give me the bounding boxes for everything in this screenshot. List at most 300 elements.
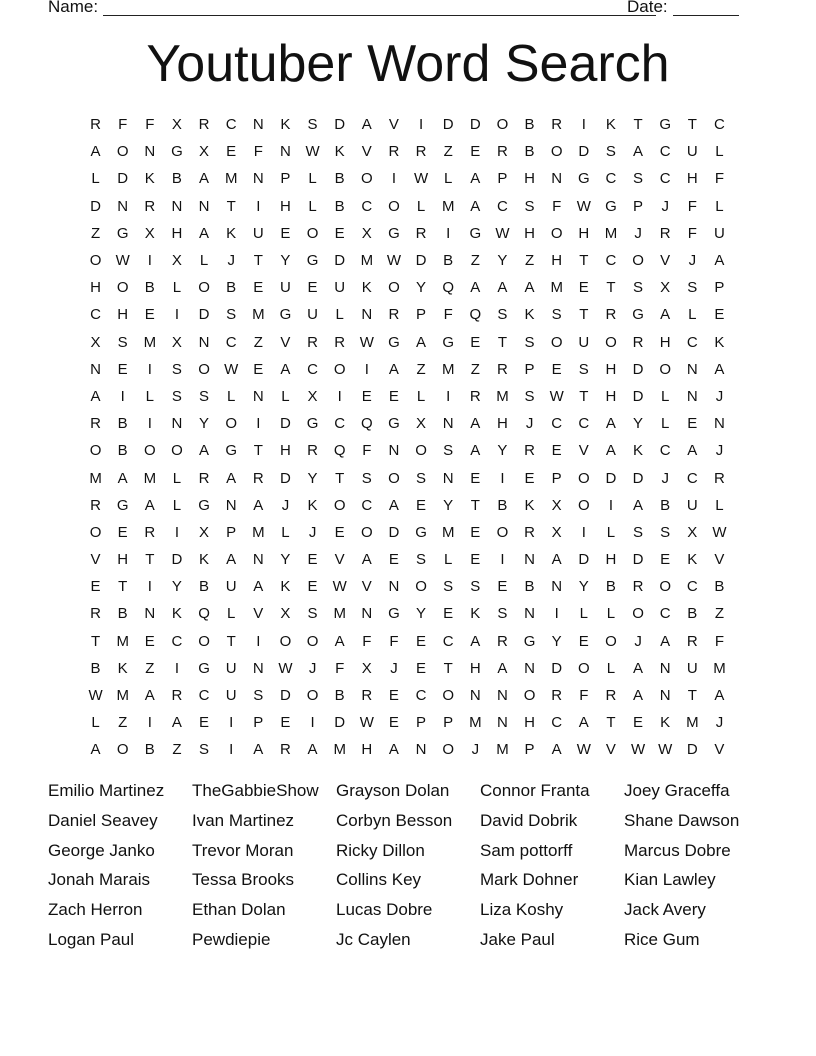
- grid-letter: P: [443, 714, 454, 732]
- grid-letter: E: [117, 523, 128, 541]
- grid-letter: H: [497, 415, 508, 433]
- grid-letter: E: [117, 360, 128, 378]
- grid-letter: K: [687, 551, 698, 569]
- grid-letter: J: [715, 442, 724, 460]
- grid-letter: O: [577, 496, 590, 514]
- grid-letter: A: [253, 741, 264, 759]
- grid-letter: K: [171, 605, 182, 623]
- grid-letter: E: [199, 714, 210, 732]
- grid-letter: T: [253, 252, 263, 270]
- grid-letter: F: [714, 170, 725, 188]
- grid-letter: A: [633, 659, 644, 677]
- grid-letter: N: [714, 415, 725, 433]
- grid-row: [82, 709, 733, 736]
- grid-letter: C: [659, 442, 671, 460]
- grid-letter: Y: [443, 496, 454, 514]
- grid-letter: E: [388, 551, 399, 569]
- grid-letter: F: [389, 632, 399, 650]
- grid-letter: V: [253, 605, 264, 623]
- word-list-item: Marcus Dobre: [624, 840, 731, 860]
- grid-letter: J: [281, 496, 290, 514]
- grid-letter: Y: [633, 415, 644, 433]
- grid-letter: W: [305, 143, 320, 161]
- grid-letter: U: [686, 143, 698, 161]
- grid-letter: I: [147, 578, 152, 596]
- grid-letter: A: [470, 442, 481, 460]
- grid-letter: Y: [497, 442, 508, 460]
- grid-letter: A: [633, 687, 644, 705]
- grid-letter: I: [120, 387, 125, 405]
- grid-letter: Y: [416, 605, 427, 623]
- grid-letter: K: [117, 659, 128, 677]
- grid-letter: L: [606, 605, 616, 623]
- grid-letter: Y: [578, 578, 589, 596]
- grid-letter: S: [660, 523, 671, 541]
- grid-letter: C: [442, 632, 454, 650]
- grid-letter: G: [306, 415, 319, 433]
- grid-letter: N: [225, 496, 237, 514]
- grid-letter: O: [550, 224, 563, 242]
- grid-letter: R: [497, 143, 508, 161]
- grid-letter: O: [333, 360, 346, 378]
- word-list-item: Tessa Brooks: [192, 870, 295, 890]
- grid-letter: L: [715, 496, 724, 514]
- grid-letter: F: [253, 143, 263, 161]
- grid-letter: Z: [470, 360, 480, 378]
- grid-letter: G: [632, 306, 644, 324]
- grid-letter: F: [145, 116, 155, 134]
- grid-row: [82, 111, 733, 138]
- grid-letter: N: [252, 551, 264, 569]
- grid-letter: V: [90, 551, 101, 569]
- grid-letter: U: [225, 687, 237, 705]
- grid-letter: S: [470, 578, 481, 596]
- grid-row: [82, 600, 733, 627]
- grid-letter: A: [253, 496, 264, 514]
- grid-letter: R: [632, 333, 644, 351]
- grid-letter: D: [280, 415, 291, 433]
- grid-letter: W: [712, 523, 727, 541]
- grid-letter: F: [362, 632, 372, 650]
- word-list-item: Daniel Seavey: [48, 810, 158, 830]
- grid-letter: X: [687, 523, 698, 541]
- grid-letter: N: [524, 659, 535, 677]
- grid-letter: A: [687, 442, 698, 460]
- grid-letter: B: [117, 442, 128, 460]
- grid-letter: E: [470, 469, 481, 487]
- grid-letter: C: [659, 143, 671, 161]
- grid-letter: O: [415, 442, 427, 460]
- grid-letter: L: [308, 197, 317, 215]
- grid-letter: S: [361, 469, 372, 487]
- grid-letter: E: [416, 632, 427, 650]
- grid-letter: C: [551, 714, 563, 732]
- grid-letter: W: [630, 741, 646, 759]
- grid-row: [82, 329, 733, 356]
- grid-letter: M: [441, 360, 455, 378]
- grid-letter: N: [388, 578, 400, 596]
- grid-letter: N: [252, 659, 264, 677]
- grid-letter: I: [147, 415, 152, 433]
- grid-letter: B: [605, 578, 616, 596]
- grid-letter: E: [497, 578, 508, 596]
- grid-letter: B: [524, 116, 535, 134]
- grid-letter: Z: [145, 659, 155, 677]
- grid-letter: B: [144, 279, 155, 297]
- grid-letter: G: [388, 415, 400, 433]
- name-field-line[interactable]: [103, 0, 656, 16]
- grid-letter: H: [551, 252, 563, 270]
- grid-letter: D: [198, 306, 210, 324]
- grid-letter: G: [388, 333, 400, 351]
- grid-letter: M: [441, 523, 455, 541]
- grid-letter: V: [714, 551, 725, 569]
- word-list-item: Jack Avery: [624, 900, 706, 920]
- grid-letter: O: [279, 632, 292, 650]
- grid-letter: C: [225, 116, 237, 134]
- grid-letter: A: [470, 170, 481, 188]
- grid-letter: R: [280, 741, 291, 759]
- grid-letter: O: [632, 605, 644, 623]
- grid-letter: A: [171, 714, 182, 732]
- grid-letter: L: [606, 659, 616, 677]
- grid-letter: K: [280, 578, 291, 596]
- grid-letter: I: [174, 523, 180, 541]
- grid-letter: E: [388, 387, 399, 405]
- grid-letter: K: [307, 496, 318, 514]
- grid-letter: B: [90, 659, 101, 677]
- grid-letter: T: [606, 714, 616, 732]
- grid-letter: Z: [172, 741, 182, 759]
- grid-letter: E: [470, 333, 481, 351]
- grid-letter: L: [281, 523, 290, 541]
- grid-letter: N: [524, 605, 535, 623]
- grid-letter: G: [198, 496, 210, 514]
- grid-row: [82, 655, 733, 682]
- grid-letter: L: [715, 143, 724, 161]
- grid-letter: S: [199, 387, 210, 405]
- word-list: [48, 776, 768, 955]
- grid-row: [82, 165, 733, 192]
- grid-letter: U: [280, 279, 291, 297]
- grid-letter: F: [552, 197, 562, 215]
- grid-letter: A: [633, 143, 644, 161]
- grid-letter: K: [524, 496, 535, 514]
- grid-letter: W: [658, 741, 673, 759]
- grid-letter: M: [360, 252, 374, 270]
- grid-letter: V: [660, 252, 671, 270]
- grid-letter: A: [551, 741, 562, 759]
- grid-letter: I: [229, 741, 234, 759]
- grid-letter: S: [226, 306, 237, 324]
- grid-letter: K: [714, 333, 725, 351]
- grid-letter: H: [117, 551, 129, 569]
- grid-letter: F: [362, 442, 372, 460]
- grid-letter: E: [280, 224, 291, 242]
- grid-letter: H: [605, 387, 617, 405]
- grid-row: [82, 736, 733, 763]
- grid-letter: C: [198, 687, 210, 705]
- grid-letter: Y: [497, 252, 508, 270]
- grid-letter: N: [252, 387, 264, 405]
- grid-letter: J: [661, 469, 669, 487]
- grid-letter: S: [578, 360, 589, 378]
- grid-letter: E: [307, 551, 318, 569]
- grid-letter: T: [145, 551, 155, 569]
- grid-letter: N: [117, 197, 129, 215]
- grid-letter: A: [714, 687, 725, 705]
- grid-letter: C: [497, 197, 508, 215]
- grid-letter: O: [171, 442, 183, 460]
- grid-letter: O: [496, 116, 509, 134]
- grid-letter: A: [361, 116, 372, 134]
- letter-grid: [82, 111, 733, 764]
- grid-letter: P: [416, 306, 427, 324]
- grid-letter: T: [579, 387, 589, 405]
- grid-letter: O: [388, 197, 400, 215]
- grid-letter: O: [333, 496, 346, 514]
- grid-letter: A: [470, 197, 481, 215]
- grid-letter: E: [578, 279, 589, 297]
- grid-letter: A: [605, 442, 616, 460]
- grid-letter: O: [632, 252, 644, 270]
- grid-letter: M: [496, 387, 509, 405]
- grid-letter: X: [551, 496, 562, 514]
- grid-letter: R: [605, 306, 617, 324]
- grid-letter: I: [364, 360, 369, 378]
- grid-letter: W: [413, 170, 429, 188]
- grid-letter: B: [334, 170, 345, 188]
- grid-letter: G: [388, 224, 400, 242]
- grid-letter: M: [116, 632, 129, 650]
- grid-letter: A: [578, 714, 589, 732]
- grid-letter: A: [551, 551, 562, 569]
- grid-letter: K: [470, 605, 481, 623]
- grid-letter: R: [252, 469, 264, 487]
- grid-letter: A: [388, 741, 399, 759]
- word-list-item: Mark Dohner: [480, 870, 579, 890]
- grid-letter: G: [279, 306, 292, 324]
- grid-letter: H: [524, 224, 535, 242]
- grid-letter: S: [497, 306, 508, 324]
- grid-letter: A: [524, 279, 535, 297]
- grid-letter: N: [659, 687, 671, 705]
- grid-letter: Y: [280, 551, 291, 569]
- grid-letter: I: [256, 197, 261, 215]
- grid-letter: S: [307, 116, 318, 134]
- grid-letter: Z: [714, 605, 725, 623]
- grid-letter: G: [388, 605, 400, 623]
- grid-letter: H: [469, 659, 481, 677]
- grid-letter: T: [118, 578, 128, 596]
- grid-letter: F: [687, 224, 697, 242]
- grid-letter: B: [524, 143, 535, 161]
- grid-letter: O: [659, 578, 672, 596]
- grid-letter: D: [632, 551, 644, 569]
- grid-letter: H: [171, 224, 183, 242]
- grid-letter: S: [633, 170, 644, 188]
- date-label: Date:: [627, 0, 668, 16]
- word-list-item: George Janko: [48, 840, 155, 860]
- page-title: Youtuber Word Search: [146, 35, 670, 93]
- grid-letter: F: [579, 687, 589, 705]
- grid-letter: E: [633, 714, 644, 732]
- grid-letter: C: [659, 170, 671, 188]
- grid-letter: N: [686, 360, 698, 378]
- grid-letter: W: [359, 714, 374, 732]
- grid-letter: K: [660, 714, 671, 732]
- grid-letter: L: [172, 279, 182, 297]
- grid-letter: A: [497, 659, 508, 677]
- grid-letter: S: [416, 469, 427, 487]
- grid-letter: L: [281, 387, 290, 405]
- grid-letter: I: [446, 387, 451, 405]
- grid-letter: J: [661, 197, 669, 215]
- grid-letter: N: [361, 306, 373, 324]
- grid-letter: M: [252, 523, 265, 541]
- grid-letter: K: [280, 116, 291, 134]
- grid-letter: T: [606, 279, 616, 297]
- grid-letter: T: [579, 252, 589, 270]
- grid-letter: F: [687, 197, 697, 215]
- grid-letter: J: [390, 659, 398, 677]
- grid-letter: U: [686, 659, 698, 677]
- worksheet-header: [48, 0, 748, 21]
- grid-letter: A: [199, 170, 210, 188]
- grid-row: [82, 492, 733, 519]
- word-list-item: Connor Franta: [480, 781, 590, 800]
- grid-letter: A: [714, 252, 725, 270]
- grid-letter: Y: [199, 415, 210, 433]
- grid-letter: A: [416, 333, 427, 351]
- grid-letter: R: [198, 116, 210, 134]
- grid-letter: G: [306, 252, 319, 270]
- grid-letter: A: [280, 360, 291, 378]
- grid-letter: M: [333, 741, 346, 759]
- grid-letter: G: [116, 224, 129, 242]
- grid-letter: X: [551, 523, 562, 541]
- word-list-item: Lucas Dobre: [336, 900, 433, 920]
- grid-letter: F: [443, 306, 453, 324]
- grid-letter: U: [578, 333, 590, 351]
- grid-letter: A: [497, 279, 508, 297]
- grid-letter: D: [280, 469, 291, 487]
- grid-letter: S: [307, 605, 318, 623]
- grid-letter: O: [550, 333, 563, 351]
- grid-letter: Y: [280, 252, 291, 270]
- grid-letter: A: [388, 360, 399, 378]
- grid-letter: H: [361, 741, 373, 759]
- grid-letter: Z: [470, 252, 480, 270]
- grid-letter: N: [90, 360, 101, 378]
- grid-letter: R: [171, 687, 183, 705]
- grid-letter: I: [554, 605, 559, 623]
- grid-letter: S: [443, 442, 454, 460]
- grid-letter: L: [227, 605, 236, 623]
- grid-letter: S: [633, 523, 644, 541]
- grid-letter: R: [388, 143, 400, 161]
- grid-letter: B: [660, 496, 671, 514]
- grid-letter: G: [198, 659, 210, 677]
- grid-letter: O: [306, 687, 319, 705]
- word-list-item: Ivan Martinez: [192, 810, 295, 830]
- grid-letter: S: [416, 551, 427, 569]
- grid-letter: Q: [442, 279, 455, 297]
- grid-letter: O: [198, 632, 210, 650]
- grid-letter: L: [91, 714, 100, 732]
- grid-row: [82, 437, 733, 464]
- grid-letter: R: [361, 687, 373, 705]
- grid-letter: I: [446, 224, 451, 242]
- grid-letter: A: [633, 496, 644, 514]
- grid-letter: S: [117, 333, 128, 351]
- grid-letter: H: [605, 360, 617, 378]
- date-field-line[interactable]: [673, 0, 739, 16]
- grid-letter: R: [307, 333, 318, 351]
- grid-letter: T: [497, 333, 508, 351]
- grid-letter: B: [199, 578, 210, 596]
- grid-letter: I: [147, 714, 152, 732]
- grid-letter: A: [90, 143, 101, 161]
- grid-letter: J: [308, 523, 317, 541]
- grid-letter: R: [605, 687, 617, 705]
- grid-letter: V: [280, 333, 291, 351]
- grid-row: [82, 356, 733, 383]
- grid-letter: I: [256, 415, 261, 433]
- grid-letter: T: [470, 496, 480, 514]
- grid-letter: B: [714, 578, 725, 596]
- grid-letter: G: [523, 632, 536, 650]
- grid-letter: P: [226, 523, 237, 541]
- grid-letter: H: [280, 442, 291, 460]
- grid-letter: Z: [253, 333, 263, 351]
- grid-row: [82, 519, 733, 546]
- grid-letter: V: [605, 741, 616, 759]
- grid-letter: A: [199, 442, 210, 460]
- grid-letter: D: [388, 523, 400, 541]
- grid-letter: H: [524, 170, 535, 188]
- grid-letter: O: [442, 741, 455, 759]
- grid-letter: C: [659, 605, 671, 623]
- grid-letter: W: [224, 360, 239, 378]
- grid-letter: O: [198, 360, 210, 378]
- grid-letter: T: [579, 306, 589, 324]
- grid-letter: B: [171, 170, 182, 188]
- grid-letter: W: [386, 252, 402, 270]
- grid-letter: I: [500, 469, 505, 487]
- grid-letter: N: [388, 442, 400, 460]
- word-list-item: Collins Key: [336, 870, 422, 890]
- grid-letter: D: [578, 551, 590, 569]
- grid-letter: S: [633, 279, 644, 297]
- grid-letter: R: [415, 143, 427, 161]
- grid-letter: A: [361, 551, 372, 569]
- grid-letter: C: [605, 252, 617, 270]
- grid-letter: L: [199, 252, 209, 270]
- grid-letter: W: [115, 252, 130, 270]
- grid-letter: N: [415, 741, 427, 759]
- grid-letter: O: [605, 632, 617, 650]
- grid-letter: O: [143, 442, 156, 460]
- grid-letter: M: [604, 224, 618, 242]
- grid-letter: O: [605, 333, 617, 351]
- grid-letter: N: [252, 170, 264, 188]
- grid-letter: A: [470, 279, 481, 297]
- grid-letter: O: [198, 279, 210, 297]
- grid-letter: M: [686, 714, 699, 732]
- grid-letter: R: [551, 687, 563, 705]
- grid-letter: R: [90, 496, 101, 514]
